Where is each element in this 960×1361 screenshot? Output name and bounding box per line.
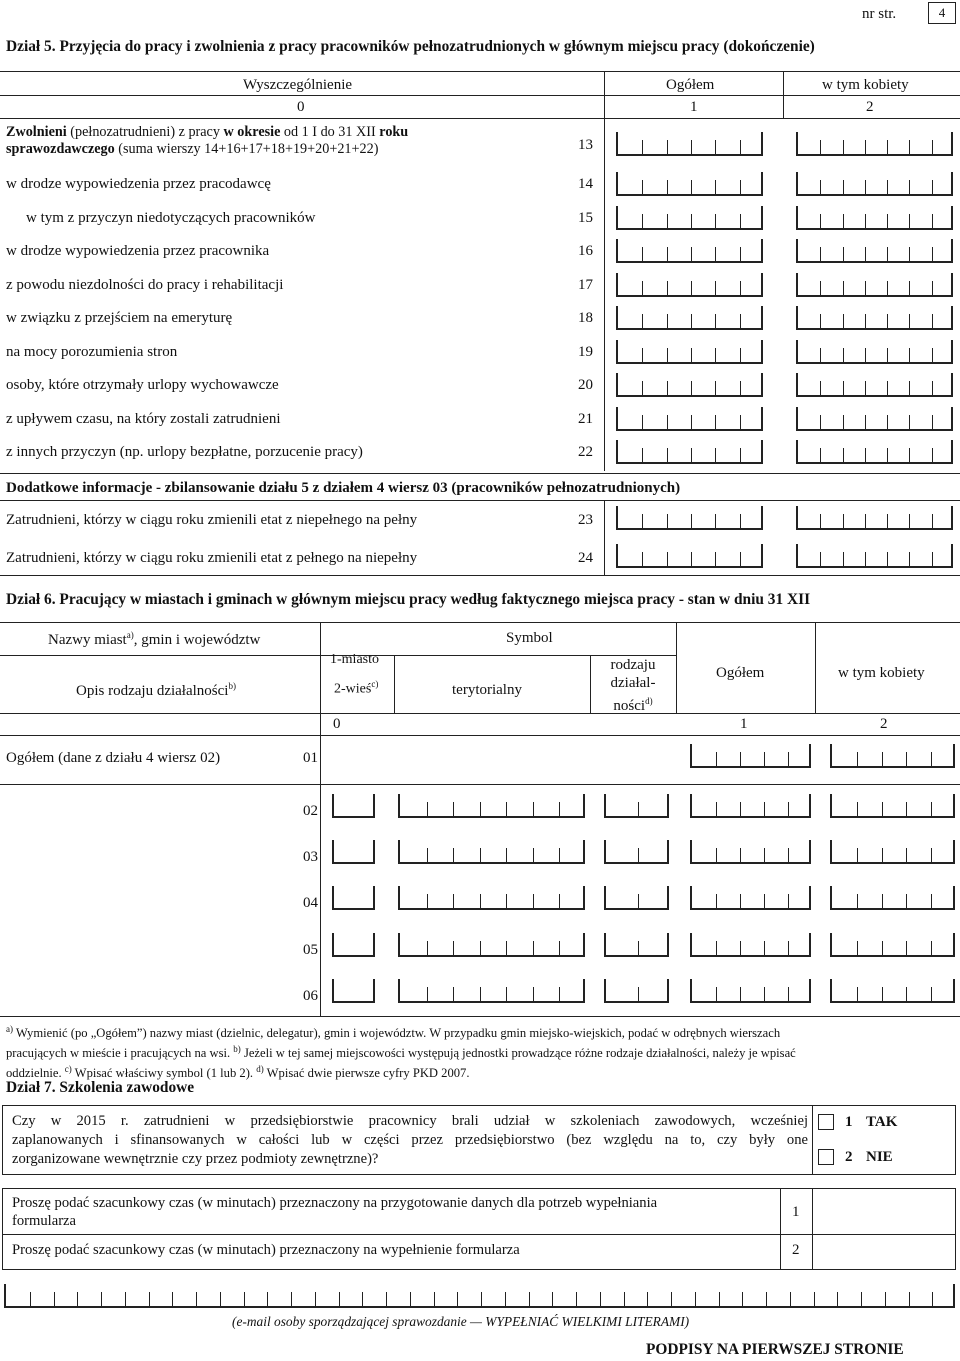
row-06-city-village-input[interactable] (332, 979, 374, 1003)
row-23-label: Zatrudnieni, którzy w ciągu roku zmienili etat z niepełnego na pełny (6, 512, 418, 528)
row-18-label: w związku z przejściem na emeryturę (6, 310, 233, 326)
row-18-number: 18 (578, 310, 593, 326)
header-symbol: Symbol (506, 630, 553, 646)
section-7-title: Dział 7. Szkolenia zawodowe (6, 1079, 195, 1096)
row-19-number: 19 (578, 344, 593, 360)
row-16-women-input[interactable] (796, 239, 952, 263)
row-03-territorial-input[interactable] (398, 840, 584, 864)
prep-time-input[interactable] (820, 1196, 950, 1226)
row-20-number: 20 (578, 377, 593, 393)
row-04-territorial-input[interactable] (398, 886, 584, 910)
column-header-women: w tym kobiety (822, 77, 909, 93)
row-20-women-input[interactable] (796, 373, 952, 397)
yes-option-number: 1 (845, 1114, 853, 1130)
row-13-label: Zwolnieni (pełnozatrudnieni) z pracy w okresie od 1 I do 31 XII roku sprawozdawczego (suma wierszy 14+16+17+18+19+20+21+22) (6, 124, 409, 157)
row-05-number: 05 (303, 942, 318, 958)
row-01-total-input[interactable] (690, 744, 810, 768)
section-6-title: Dział 6. Pracujący w miastach i gminach w głównym miejscu pracy według faktycznego miejsca pracy - stan w dniu 31 XII (6, 591, 811, 608)
row-02-total-input[interactable] (690, 794, 810, 818)
row-17-number: 17 (578, 277, 593, 293)
row-13-women-input[interactable] (796, 132, 952, 156)
row-03-number: 03 (303, 849, 318, 865)
row-15-total-input[interactable] (616, 206, 762, 230)
row-06-activity-input[interactable] (604, 979, 668, 1003)
row-21-total-input[interactable] (616, 407, 762, 431)
header-activity-kind: rodzaju działal- ności$^{d)}$ (610, 657, 656, 714)
column-header-spec: Wyszczególnienie (243, 77, 353, 93)
row-02-city-village-input[interactable] (332, 794, 374, 818)
row-21-number: 21 (578, 411, 593, 427)
column-index-2: 2 (866, 99, 874, 115)
row-21-label: z upływem czasu, na który zostali zatrudnieni (6, 411, 281, 427)
row-15-women-input[interactable] (796, 206, 952, 230)
row-04-activity-input[interactable] (604, 886, 668, 910)
row-04-women-input[interactable] (830, 886, 954, 910)
prep-time-question: Proszę podać szacunkowy czas (w minutach) przeznaczony na przygotowanie danych dla potrzeb wypełniania formularza (12, 1195, 658, 1229)
row-14-total-input[interactable] (616, 172, 762, 196)
row-04-total-input[interactable] (690, 886, 810, 910)
no-checkbox[interactable] (818, 1149, 834, 1165)
page-number: 4 (938, 5, 946, 20)
no-option-label: NIE (866, 1149, 893, 1165)
row-19-total-input[interactable] (616, 340, 762, 364)
row-19-label: na mocy porozumienia stron (6, 344, 178, 360)
row-17-women-input[interactable] (796, 273, 952, 297)
email-caption: (e-mail osoby sporządzającej sprawozdanie — WYPEŁNIAĆ WIELKIMI LITERAMI) (232, 1314, 690, 1329)
row-14-number: 14 (578, 176, 593, 192)
header-women-6: w tym kobiety (838, 665, 925, 681)
row-24-label: Zatrudnieni, którzy w ciągu roku zmienili etat z pełnego na niepełny (6, 550, 418, 566)
header-activity-desc: Opis rodzaju działalności$^{b)}$ (76, 681, 236, 699)
row-23-number: 23 (578, 512, 593, 528)
page-number-box (928, 2, 956, 24)
row-14-women-input[interactable] (796, 172, 952, 196)
fill-time-question: Proszę podać szacunkowy czas (w minutach) przeznaczony na wypełnienie formularza (12, 1242, 520, 1258)
yes-option-label: TAK (866, 1114, 898, 1130)
training-question: Czy w 2015 r. zatrudnieni w przedsiębiorstwie pracownicy brali udział w szkoleniach zawodowych, wcześniej zaplanowanych i sfinansowanych w całości lub w części przez przedsiębiorstwo (bez względu na to, czy były one zorganizowane wewnętrznie czy przez podmioty zewnętrzne)? (12, 1113, 808, 1167)
row-24-number: 24 (578, 550, 593, 566)
row-23-total-input[interactable] (616, 506, 762, 530)
column-header-total: Ogółem (666, 77, 715, 93)
extra-info-title: Dodatkowe informacje - zbilansowanie działu 5 z działem 4 wiersz 03 (pracowników pełnozatrudnionych) (6, 480, 681, 496)
row-05-city-village-input[interactable] (332, 933, 374, 957)
header-total-6: Ogółem (716, 665, 765, 681)
row-01-label: Ogółem (dane z działu 4 wiersz 02) (6, 750, 221, 766)
row-03-city-village-input[interactable] (332, 840, 374, 864)
no-option-number: 2 (845, 1149, 853, 1165)
row-20-label: osoby, które otrzymały urlopy wychowawcze (6, 377, 279, 393)
header-village-code: 2-wieś$^{c)}$ (334, 679, 379, 697)
row-02-territorial-input[interactable] (398, 794, 584, 818)
column-index-1-6: 1 (740, 716, 748, 732)
row-21-women-input[interactable] (796, 407, 952, 431)
row-02-number: 02 (303, 803, 318, 819)
row-16-total-input[interactable] (616, 239, 762, 263)
row-13-number: 13 (578, 137, 593, 153)
section-6-footnotes: $^{a)}$ Wymienić (po „Ogółem”) nazwy miast (dzielnic, delegatur), gmin i województw. W przypadku gmin miejsko-wiejskich, podać w odrębnych wierszach pracujących w mieście i pracujących na wsi. $^{b)}$ Jeżeli w tej samej miejscowości występują jednostki prowadzące różne rodzaje działalności, należy je wpisać oddzielnie. $^{c)}$ Wpisać właściwy symbol (1 lub 2). $^{d)}$ Wpisać dwie pierwsze cyfry PKD 2007. (6, 1024, 796, 1081)
row-04-city-village-input[interactable] (332, 886, 374, 910)
row-24-total-input[interactable] (616, 544, 762, 568)
row-22-women-input[interactable] (796, 440, 952, 464)
header-territorial: terytorialny (452, 682, 522, 698)
prep-time-number: 1 (792, 1204, 800, 1220)
row-16-label: w drodze wypowiedzenia przez pracownika (6, 243, 270, 259)
row-22-number: 22 (578, 444, 593, 460)
row-01-women-input[interactable] (830, 744, 954, 768)
row-17-label: z powodu niezdolności do pracy i rehabilitacji (6, 277, 284, 293)
email-input-cells[interactable] (4, 1284, 954, 1308)
row-20-total-input[interactable] (616, 373, 762, 397)
row-22-label: z innych przyczyn (np. urlopy bezpłatne, porzucenie pracy) (6, 444, 363, 460)
row-23-women-input[interactable] (796, 506, 952, 530)
row-24-women-input[interactable] (796, 544, 952, 568)
row-06-total-input[interactable] (690, 979, 810, 1003)
row-03-women-input[interactable] (830, 840, 954, 864)
yes-checkbox[interactable] (818, 1114, 834, 1130)
row-06-women-input[interactable] (830, 979, 954, 1003)
header-city-code: 1-miasto (330, 652, 379, 667)
row-15-label: w tym z przyczyn niedotyczących pracowników (26, 210, 316, 226)
section-5-title: Dział 5. Przyjęcia do pracy i zwolnienia z pracy pracowników pełnozatrudnionych w głównym miejscu pracy (dokończenie) (6, 38, 815, 55)
row-02-women-input[interactable] (830, 794, 954, 818)
row-05-women-input[interactable] (830, 933, 954, 957)
fill-time-input[interactable] (820, 1238, 950, 1266)
row-19-women-input[interactable] (796, 340, 952, 364)
row-03-activity-input[interactable] (604, 840, 668, 864)
row-18-total-input[interactable] (616, 306, 762, 330)
row-16-number: 16 (578, 243, 593, 259)
row-02-activity-input[interactable] (604, 794, 668, 818)
row-05-territorial-input[interactable] (398, 933, 584, 957)
column-index-0: 0 (297, 99, 305, 115)
row-17-total-input[interactable] (616, 273, 762, 297)
row-03-total-input[interactable] (690, 840, 810, 864)
row-06-territorial-input[interactable] (398, 979, 584, 1003)
row-06-number: 06 (303, 988, 318, 1004)
row-13-total-input[interactable] (616, 132, 762, 156)
column-index-0-6: 0 (333, 716, 341, 732)
row-22-total-input[interactable] (616, 440, 762, 464)
header-city-names: Nazwy miast$^{a)}$, gmin i województw (48, 630, 261, 648)
row-04-number: 04 (303, 895, 318, 911)
fill-time-number: 2 (792, 1242, 800, 1258)
row-15-number: 15 (578, 210, 593, 226)
signature-note: PODPISY NA PIERWSZEJ STRONIE (646, 1341, 904, 1358)
row-18-women-input[interactable] (796, 306, 952, 330)
row-05-total-input[interactable] (690, 933, 810, 957)
column-index-1: 1 (690, 99, 698, 115)
row-01-number: 01 (303, 750, 318, 766)
page-number-label: nr str. (862, 6, 897, 22)
row-14-label: w drodze wypowiedzenia przez pracodawcę (6, 176, 271, 192)
row-05-activity-input[interactable] (604, 933, 668, 957)
column-index-2-6: 2 (880, 716, 888, 732)
